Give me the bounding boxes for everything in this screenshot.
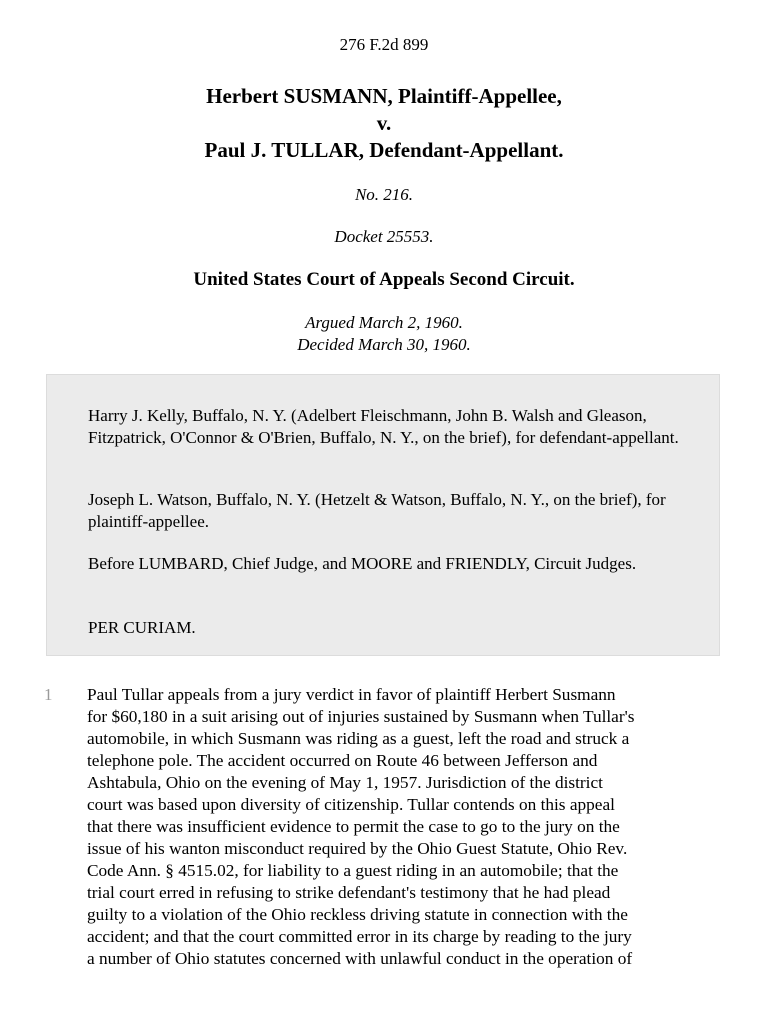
opinion-line: telephone pole. The accident occurred on Route 46 between Jefferson and (87, 751, 598, 770)
opinion-line: issue of his wanton misconduct required by the Ohio Guest Statute, Ohio Rev. (87, 839, 628, 858)
opinion-line: that there was insufficient evidence to permit the case to go to the jury on the (87, 817, 620, 836)
opinion-line: accident; and that the court committed error in its charge by reading to the jury (87, 927, 632, 946)
bench-composition: Before LUMBARD, Chief Judge, and MOORE and FRIENDLY, Circuit Judges. (88, 554, 637, 573)
appellee-party: Herbert SUSMANN, Plaintiff-Appellee, (206, 84, 562, 108)
opinion-line: court was based upon diversity of citizenship. Tullar contends on this appeal (87, 795, 615, 814)
case-number: No. 216. (354, 185, 414, 204)
opinion-line: for $60,180 in a suit arising out of injuries sustained by Susmann when Tullar's (87, 707, 635, 726)
opinion-line: guilty to a violation of the Ohio reckless driving statute in connection with the (87, 905, 628, 924)
opinion-line: a number of Ohio statutes concerned with unlawful conduct in the operation of (87, 949, 633, 968)
appellant-party: Paul J. TULLAR, Defendant-Appellant. (204, 138, 564, 162)
opinion-line: Paul Tullar appeals from a jury verdict in favor of plaintiff Herbert Susmann (87, 685, 616, 704)
counsel-panel (46, 374, 720, 656)
per-curiam-label: PER CURIAM. (88, 618, 196, 637)
court-name: United States Court of Appeals Second Circuit. (193, 269, 575, 290)
decided-date: Decided March 30, 1960. (297, 335, 471, 354)
argued-date: Argued March 2, 1960. (305, 313, 463, 332)
versus-label: v. (376, 111, 392, 135)
case-citation: 276 F.2d 899 (339, 35, 429, 54)
paragraph-number: 1 (44, 685, 53, 704)
opinion-line: Ashtabula, Ohio on the evening of May 1, 1957. Jurisdiction of the district (87, 773, 603, 792)
appellant-counsel: Harry J. Kelly, Buffalo, N. Y. (Adelbert Fleischmann, John B. Walsh and Gleason, Fitzpatrick, O'Connor & O'Brien, Buffalo, N. Y., on the brief), for defendant-appellant. (88, 406, 679, 447)
docket-number: Docket 25553. (334, 227, 434, 246)
appellee-counsel: Joseph L. Watson, Buffalo, N. Y. (Hetzelt & Watson, Buffalo, N. Y., on the brief), for plaintiff-appellee. (88, 490, 666, 531)
opinion-line: trial court erred in refusing to strike defendant's testimony that he had plead (87, 883, 611, 902)
case-caption (0, 83, 768, 164)
opinion-line: automobile, in which Susmann was riding as a guest, left the road and struck a (87, 729, 630, 748)
opinion-line: Code Ann. § 4515.02, for liability to a guest riding in an automobile; that the (87, 861, 619, 880)
